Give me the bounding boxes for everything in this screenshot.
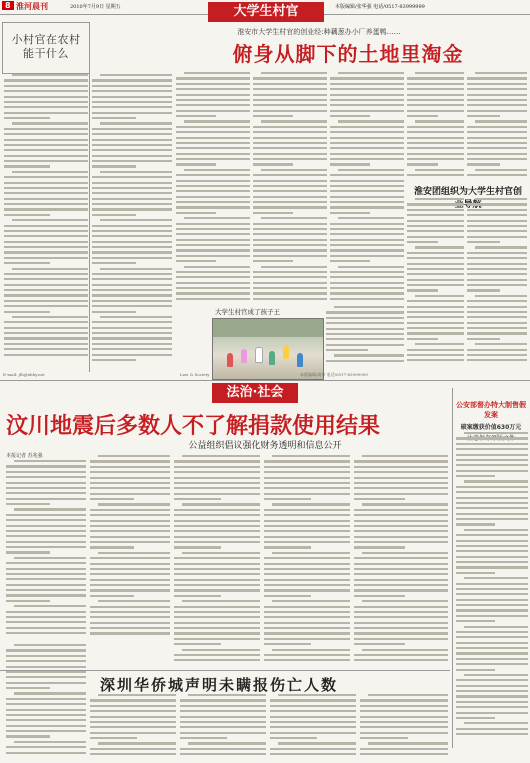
lower-column-5 [360,694,448,760]
section-banner-village-officials: 大学生村官 [208,2,324,22]
footer-email: E-mail: jlb@xhby.net [3,372,45,377]
issue-date: 2010年7月9日 星期五 [70,4,121,10]
footer-english: Law & Society [180,372,210,377]
children-photo [212,318,324,380]
second-column-body [92,74,172,366]
article-column-3 [330,72,404,305]
right-subarticle-column-2 [467,198,527,368]
page-number: 8 [2,1,14,10]
bottom-main-title: 汶川地震后多数人不了解捐款使用结果 [6,414,381,439]
bottom-author: 本报记者 苏兆强 [6,453,43,459]
right-subarticle-title: 淮安团组织为大学生村官创 [413,187,522,197]
right-box-article [452,388,529,748]
photo-side-text [326,306,404,370]
article-column-5 [467,72,527,180]
lower-column-2 [90,694,176,760]
article-column-1 [176,72,250,305]
bottom-column-5 [354,455,448,670]
left-article-body [4,74,88,364]
top-main-title: 俯身从脚下的土地里淘金 [232,42,464,66]
right-box-body [456,432,528,742]
lower-article-title: 深圳华侨城声明未瞒报伤亡人数 [100,676,339,694]
bottom-column-1 [6,460,86,640]
editor-line: 本版编辑/张华强 电话/0517-83999999 [335,4,425,10]
bottom-column-2 [90,455,170,640]
left-article-title: 小村官在农村能干什么 [11,33,81,60]
article-column-2 [253,72,327,305]
bottom-subtitle: 公益组织倡议强化财务透明和信息公开 [188,441,342,451]
top-subhead: 淮安市大学生村官的创业经:种藕葱办小厂养蛋鸭…… [237,28,401,36]
lower-column-4 [270,694,356,760]
lower-column-1 [6,644,86,760]
left-title-box [2,22,90,74]
bottom-column-4 [264,455,350,670]
lower-column-3 [180,694,266,760]
bottom-column-3 [174,455,260,670]
right-box-title-2: 破案缴获价值630万元 [460,424,522,431]
right-box-title-1: 公安部督办特大制售假发案 [456,401,526,419]
footer-editor: 本版编辑/周伟 电话/0517-83999999 [300,372,368,377]
photo-caption: 大学生村官成了孩子王 [215,308,280,316]
section-banner-law-society: 法治·社会 [212,383,298,403]
article-column-4 [407,72,464,180]
right-subarticle-column-1 [407,198,464,368]
paper-name: 淮河晨刊 [16,1,48,11]
